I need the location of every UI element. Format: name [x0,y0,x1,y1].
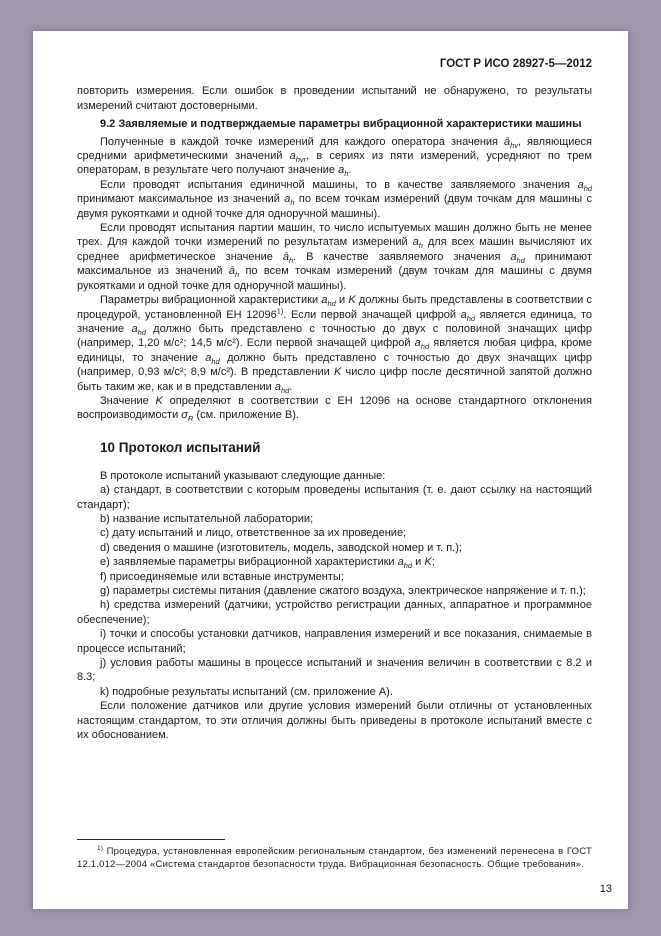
list-item: h) средства измерений (датчики, устройство регистрации данных, аппаратное и программное обеспечение); [77,599,592,626]
list-item: d) сведения о машине (изготовитель, модель, заводской номер и т. п.); [100,541,462,554]
list-item: e) заявляемые параметры вибрационной характеристики $a_{hd}$ и K; [100,556,435,571]
paragraph: Если проводят испытания единичной машины, то в качестве заявляемого значения $a_{hd}$ принимают максимальное из значений $a_h$ по всем точкам измерений (двум точкам для машины с двумя рукоятками и одной точке для одноручной машины). [77,178,593,220]
list-item: j) условия работы машины в процессе испытаний и значения величин в соответствии с 8.2 и 8.3; [77,657,592,684]
paragraph: Значение K определяют в соответствии с ЕН 12096 на основе стандартного отклонения воспроизводимости $\sigma_R$ (см. приложение В). [77,394,592,424]
footnote-divider [77,839,225,840]
document-header: ГОСТ Р ИСО 28927-5—2012 [439,58,592,70]
section-heading: 9.2 Заявляемые и подтверждаемые параметры вибрационной характеристики машины [100,118,582,131]
list-item: i) точки и способы установки датчиков, направления измерений и все показания, снимаемые в процессе испытаний; [77,628,592,655]
footnote-text: $^{1)}$ Процедура, установленная европейским региональным стандартом, без изменений перенесена в ГОСТ 12.1.012—2004 «Система стандартов безопасности труда. Вибрационная безопасность. Общие требования». [77,845,592,870]
paragraph: Если положение датчиков или другие условия измерений были отличны от установленных настоящим стандартом, то эти отличия должны быть приведены в протоколе испытаний вместе с их обоснованием. [77,700,592,742]
footnote-area [77,839,592,871]
document-body [77,84,592,742]
chapter-heading: 10 Протокол испытаний [100,439,261,455]
paragraph: повторить измерения. Если ошибок в проведении испытаний не обнаружено, то результаты измерений считают достоверными. [77,85,592,112]
list-item: b) название испытательной лаборатории; [100,512,314,525]
paragraph: Если проводят испытания партии машин, то число испытуемых машин должно быть не менее трех. Для каждой точки измерений по результатам измерений $a_h$ для всех машин вычисляют их среднее арифметическое значение $ā_h$. В качестве заявляемого значения $a_{hd}$ принимают максимальное из значений $ā_h$ по всем точкам измерений (двум точкам для машины с двумя рукоятками и одной точке для одноручной машины). [77,222,592,292]
list-item: g) параметры системы питания (давление сжатого воздуха, электрическое напряжение и т. п.); [100,585,586,597]
list-item: a) стандарт, в соответствии с которым проведены испытания (т. е. дают ссылку на настоящий стандарт); [77,484,592,511]
list-item: k) подробные результаты испытаний (см. приложение А). [100,685,393,698]
paragraph: Полученные в каждой точке измерений для каждого оператора значения $ā_{hv}$, являющиеся средними арифметическими значений $a_{hvr}$, в сериях из пяти измерений, усредняют по трем операторам, в результате чего получают значение $a_h$. [77,135,592,179]
list-item: f) присоединяемые или вставные инструменты; [100,570,344,583]
paragraph: Параметры вибрационной характеристики $a_{hd}$ и K должны быть представлены в соответствии с процедурой, установленной ЕН 12096$^{1)}$. Если первой значащей цифрой $a_{hd}$ является единица, то значение $a_{hd}$ должно быть представлено с точностью до двух с половиной значащих цифр (например, 1,20 м/с²; 14,5 м/с²). Если первой значащей цифрой $a_{hd}$ является любая цифра, кроме единицы, то значение $a_{hd}$ должно быть представлено с точностью до двух значащих цифр (например, 0,93 м/с²; 8,9 м/с²). В представлении K число цифр после десятичной запятой должно быть таким же, как и в представлении $a_{hd}$. [77,294,593,395]
list-item: c) дату испытаний и лицо, ответственное за их проведение; [100,527,407,540]
document-page [33,31,628,909]
paragraph: В протоколе испытаний указывают следующие данные: [100,469,386,482]
page-number: 13 [599,882,612,895]
